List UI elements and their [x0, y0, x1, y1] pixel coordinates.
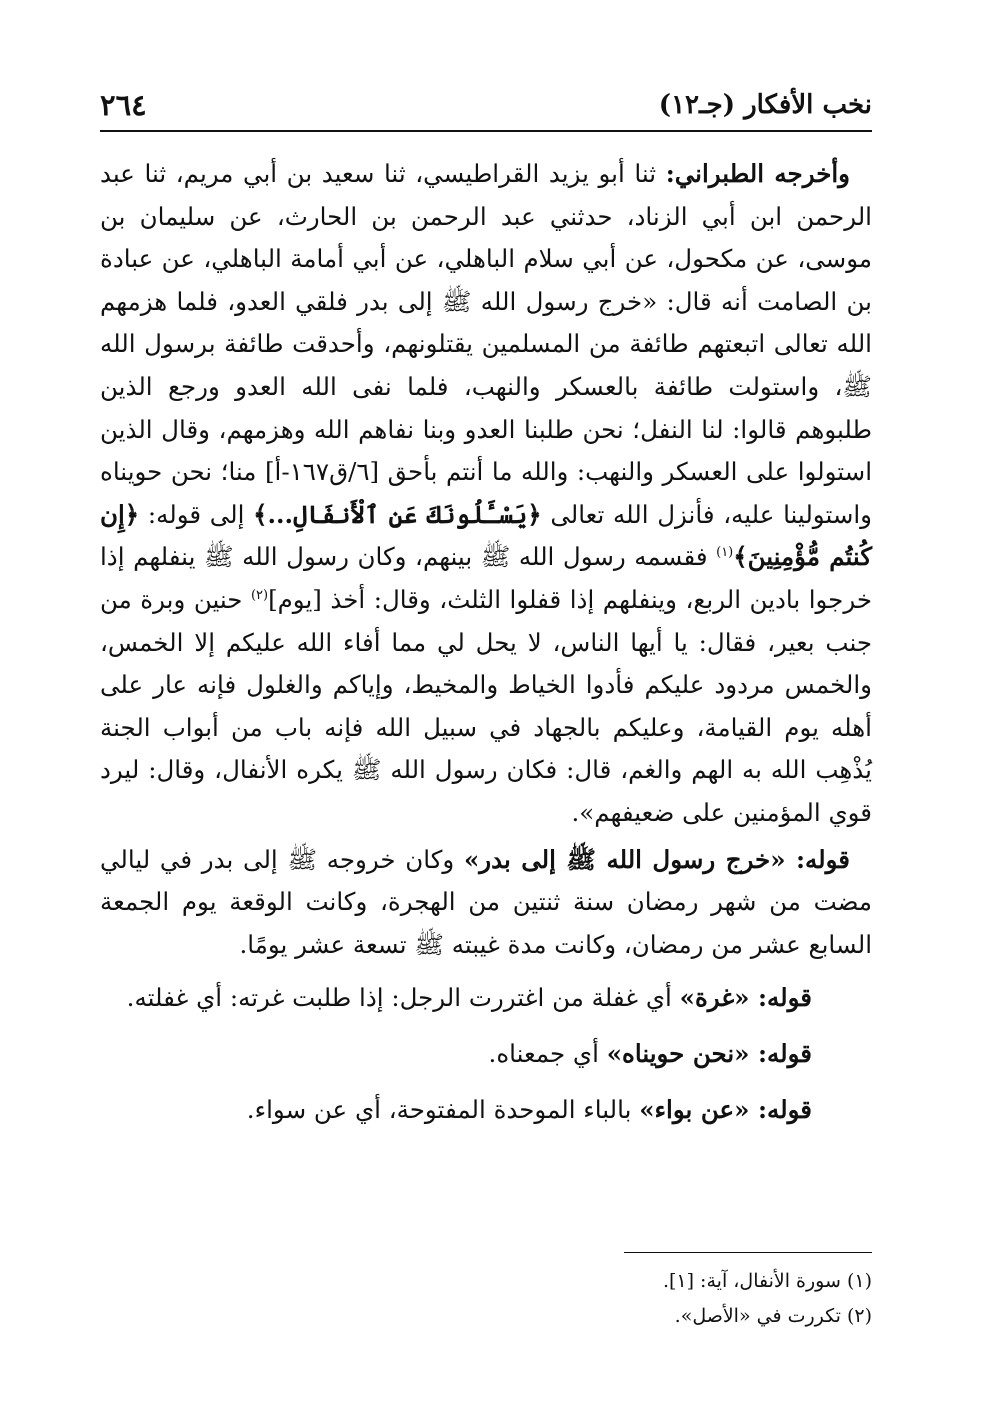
paragraph-commentary: [100, 839, 872, 967]
footnote-1: (١) سورة الأنفال، آية: [١].: [662, 1270, 872, 1292]
hadith-text-b: إلى قوله:: [139, 499, 254, 529]
gloss-2-text: أي جمعناه.: [488, 1039, 607, 1069]
paragraph-hadith: [100, 153, 872, 835]
gloss-3-lead: قوله: «عن بواء»: [639, 1095, 812, 1125]
footnote-ref-1: (١): [716, 545, 734, 561]
gloss-2: [100, 1030, 872, 1078]
gloss-1-lead: قوله: «غرة»: [679, 983, 812, 1013]
footnote-divider: [624, 1252, 872, 1253]
paragraph-lead: وأخرجه الطبراني:: [665, 159, 851, 188]
quran-verse-1: ﴿يَسْـَٔلُونَكَ عَنِ ٱلْأَنفَالِ...﴾: [253, 499, 542, 529]
gloss-1-text: أي غفلة من اغتررت الرجل: إذا طلبت غرته: أي غفلته.: [126, 983, 680, 1013]
quran-verse-2: ﴿إِن كُنتُم مُّؤْمِنِينَ﴾: [100, 499, 872, 572]
page-header: [100, 86, 872, 132]
hadith-text-a: ثنا أبو يزيد القراطيسي، ثنا سعيد بن أبي مريم، ثنا عبد الرحمن ابن أبي الزناد، حدثني عبد الرحمن بن الحارث، عن سليمان بن موسى، عن مكحول، عن أبي سلام الباهلي، عن أبي أمامة الباهلي، عن عبادة بن الصامت أنه قال: «خرج رسول الله ﷺ إلى بدر فلقي العدو، فلما هزمهم الله تعالى اتبعتهم طائفة من المسلمين يقتلونهم، وأحدقت طائفة برسول الله ﷺ، واستولت طائفة بالعسكر والنهب، فلما نفى الله العدو ورجع الذين طلبوهم قالوا: لنا النفل؛ نحن طلبنا العدو وبنا نفاهم الله وهزمهم، وقال الذين استولوا على العسكر والنهب: والله ما أنتم بأحق [٦/ق١٦٧-أ] منا؛ نحن حويناه واستولينا عليه، فأنزل الله تعالى: [100, 159, 873, 529]
main-text: [100, 153, 872, 1134]
footnotes: [100, 1264, 872, 1334]
gloss-3-text: بالباء الموحدة المفتوحة، أي عن سواء.: [246, 1095, 640, 1125]
hadith-text-d: حنين وبرة من جنب بعير، فقال: يا أيها الناس، لا يحل لي مما أفاء الله عليكم إلا الخمس، والخمس مردود عليكم فأدوا الخياط والمخيط، وإياكم والغلول فإنه عار على أهله يوم القيامة، وعليكم بالجهاد في سبيل الله فإنه باب من أبواب الجنة يُذْهِب الله به الهم والغم، قال: فكان رسول الله ﷺ يكره الأنفال، وقال: ليرد قوي المؤمنين على ضعيفهم».: [100, 584, 872, 827]
commentary-lead: قوله: «خرج رسول الله ﷺ إلى بدر»: [463, 844, 850, 874]
gloss-3: [100, 1086, 872, 1134]
hadith-text-c: فقسمه رسول الله ﷺ بينهم، وكان رسول الله ﷺ ينفلهم إذا خرجوا بادين الربع، وينفلهم إذا قفلوا الثلث، وقال: أخذ [يوم]: [100, 542, 872, 614]
commentary-text: وكان خروجه ﷺ إلى بدر في ليالي مضت من شهر رمضان سنة ثنتين من الهجرة، وكانت الوقعة يوم الجمعة السابع عشر من رمضان، وكانت مدة غيبته ﷺ تسعة عشر يومًا.: [100, 844, 872, 959]
page-number: ٢٦٤: [100, 88, 147, 122]
footnote-2: (٢) تكررت في «الأصل».: [674, 1305, 872, 1327]
gloss-2-lead: قوله: «نحن حويناه»: [606, 1039, 812, 1069]
footnote-ref-2: (٢): [250, 587, 269, 603]
running-title: نخب الأفكار (جـ١٢): [658, 90, 872, 120]
gloss-1: [100, 974, 872, 1022]
